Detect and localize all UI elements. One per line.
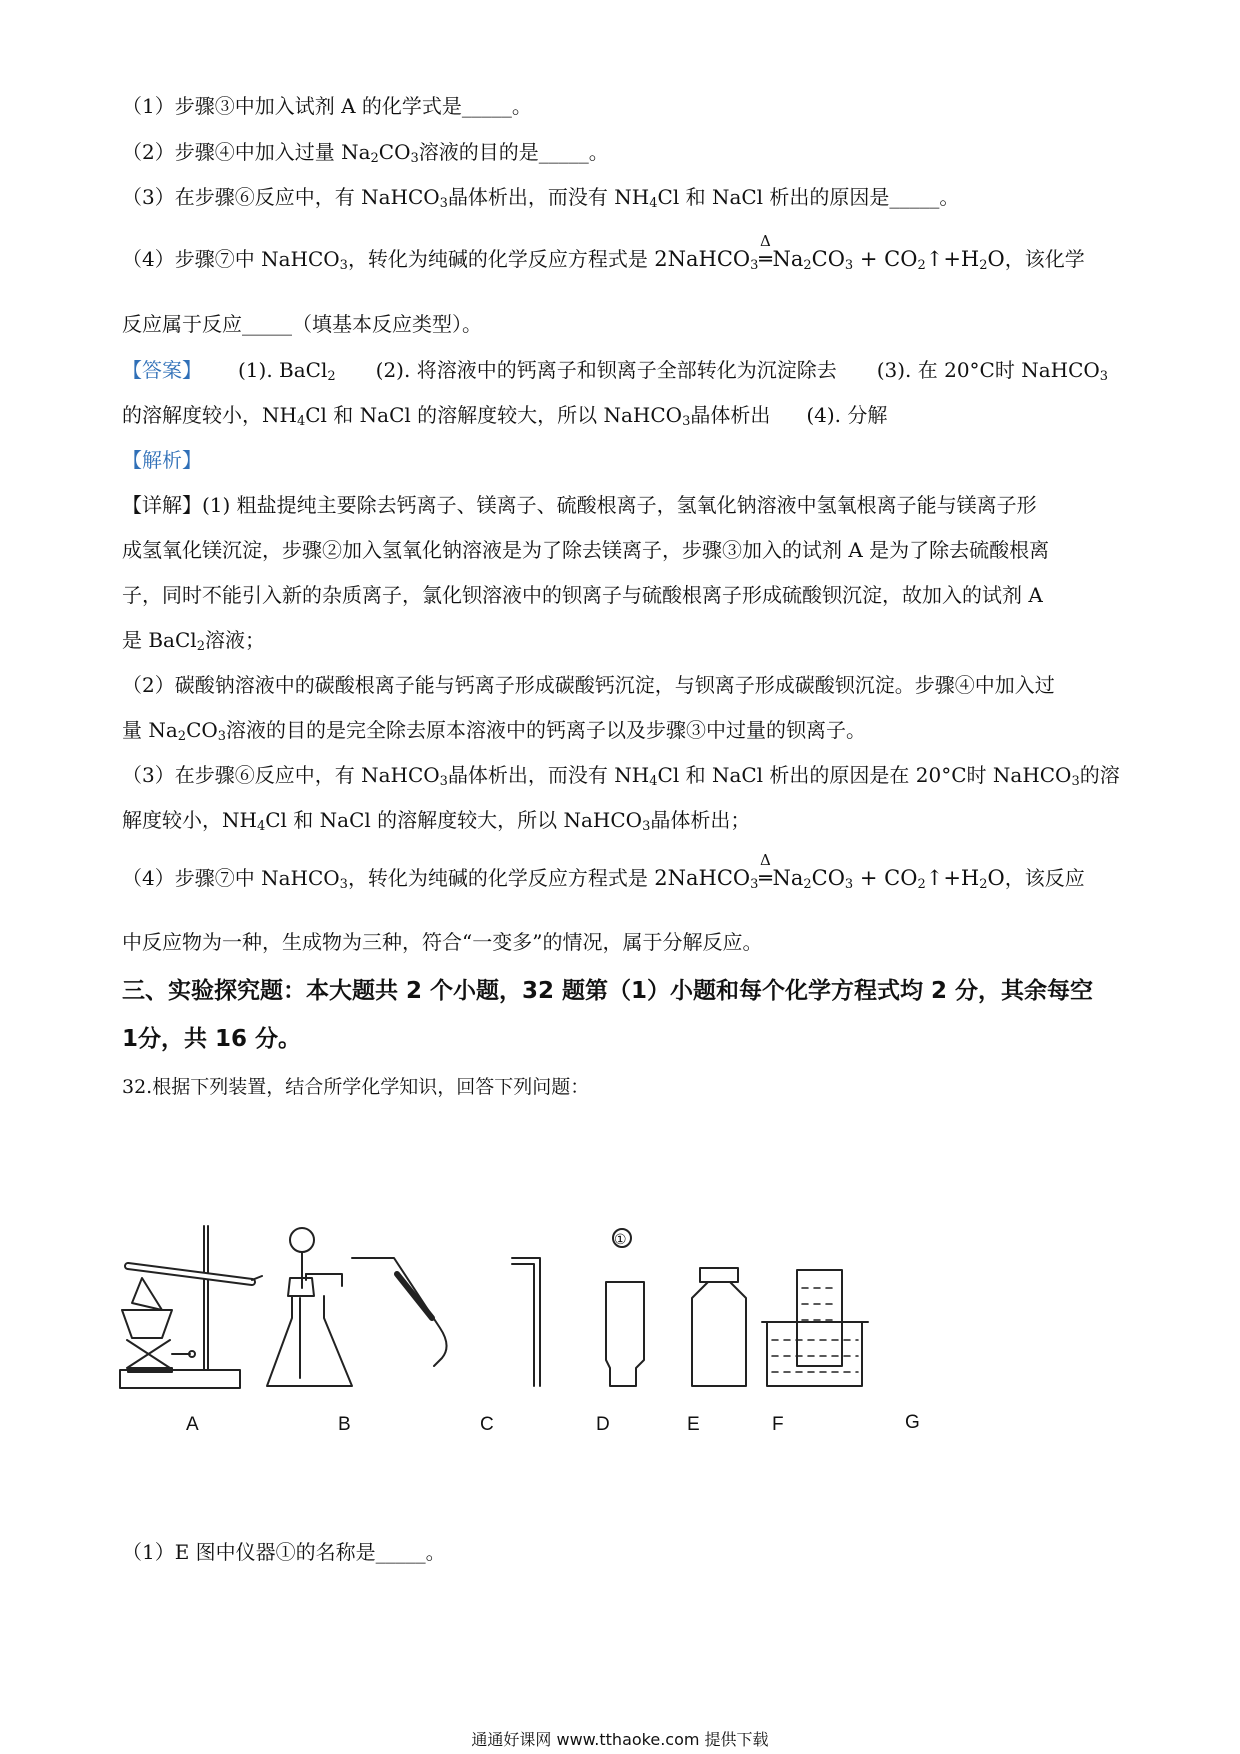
analysis-line-4: 是 BaCl$_2$溶液； [122, 628, 265, 654]
analysis-line-6: 量 $Na_2CO_3$溶液的目的是完全除去原本溶液中的钙离子以及步骤③中过量的钡离子。 [122, 718, 867, 744]
question-32-sub-1: （1）E 图中仪器①的名称是_____。 [122, 1540, 446, 1564]
label-g: G [905, 1412, 920, 1433]
analysis-line-2: 成氢氧化镁沉淀，步骤②加入氢氧化钠溶液是为了除去镁离子，步骤③加入的试剂 A 是为了除去硫酸根离 [122, 538, 1050, 562]
label-b: B [338, 1414, 351, 1435]
page-footer: 通通好课网 www.tthaoke.com 提供下载 [471, 1730, 769, 1749]
answer-line-1: 【答案】 (1). BaCl$_2$ (2). 将溶液中的钙离子和钡离子全部转化为沉淀除去 (3). 在 20°C时 NaHCO$_3$ [122, 358, 1109, 384]
apparatus-c [352, 1258, 447, 1366]
analysis-line-9: （4）步骤⑦中 NaHCO$_3$，转化为纯碱的化学反应方程式是 2NaHCO$_3$ Δ $═Na_2CO_3$ + $CO_2↑+H_2O$，该反应 [122, 851, 1085, 892]
analysis-line-5: （2）碳酸钠溶液中的碳酸根离子能与钙离子形成碳酸钙沉淀，与钡离子形成碳酸钡沉淀。步骤④中加入过 [122, 673, 1055, 697]
apparatus-f [692, 1268, 746, 1386]
question-line-5: 反应属于反应_____（填基本反应类型）。 [122, 312, 482, 336]
label-a: A [186, 1414, 199, 1435]
question-line-4: （4）步骤⑦中 NaHCO$_3$，转化为纯碱的化学反应方程式是 2NaHCO$_3$ Δ $═Na_2CO_3$ + $CO_2↑+H_2O$，该化学 [122, 232, 1085, 273]
analysis-tag-line [122, 446, 1132, 474]
analysis-line-10: 中反应物为一种，生成物为三种，符合“一变多”的情况，属于分解反应。 [122, 930, 763, 954]
apparatus-e [606, 1229, 644, 1386]
label-f: F [772, 1414, 784, 1435]
section-heading-line-1: 三、实验探究题：本大题共 2 个小题，32 题第（1）小题和每个化学方程式均 2 分，其余每空 [122, 978, 1094, 1004]
analysis-line-1: 【详解】(1) 粗盐提纯主要除去钙离子、镁离子、硫酸根离子，氢氧化钠溶液中氢氧根离子能与镁离子形 [122, 493, 1037, 517]
analysis-tag: 【解析】 [122, 448, 202, 472]
question-32-stem: 32.根据下列装置，结合所学化学知识，回答下列问题： [122, 1076, 590, 1098]
apparatus-figure [112, 1218, 992, 1478]
analysis-line-7: （3）在步骤⑥反应中，有 NaHCO$_3$晶体析出，而没有 $NH_4Cl$ 和 NaCl 析出的原因是在 20°C时 NaHCO$_3$的溶 [122, 763, 1120, 789]
equation: 2NaHCO$_3$ Δ $═Na_2CO_3$ + $CO_2↑+H_2O$ [654, 232, 1005, 273]
question-line-2: （2）步骤④中加入过量 $Na_2CO_3$溶液的目的是_____。 [122, 140, 609, 166]
section-heading-line-2: 1分，共 16 分。 [122, 1026, 302, 1052]
analysis-line-8: 解度较小，$NH_4Cl$ 和 NaCl 的溶解度较大，所以 NaHCO$_3$晶体析出； [122, 808, 751, 834]
apparatus-b [267, 1228, 352, 1386]
question-line-1: （1）步骤③中加入试剂 A 的化学式是_____。 [122, 94, 532, 118]
answer-line-2: 的溶解度较小，$NH_4Cl$ 和 NaCl 的溶解度较大，所以 NaHCO$_3$晶体析出 (4). 分解 [122, 403, 888, 429]
analysis-line-3: 子，同时不能引入新的杂质离子，氯化钡溶液中的钡离子与硫酸根离子形成硫酸钡沉淀，故加入的试剂 A [122, 583, 1043, 607]
equation-2: 2NaHCO$_3$ Δ $═Na_2CO_3$ + $CO_2↑+H_2O$ [654, 851, 1005, 892]
apparatus-g [762, 1270, 868, 1386]
apparatus-d [512, 1258, 540, 1386]
marker-1: ① [614, 1232, 627, 1248]
label-e: E [687, 1414, 700, 1435]
question-line-3: （3）在步骤⑥反应中，有 NaHCO$_3$晶体析出，而没有 $NH_4Cl$ 和 NaCl 析出的原因是_____。 [122, 185, 960, 211]
label-c: C [480, 1414, 494, 1435]
label-d: D [596, 1414, 610, 1435]
apparatus-a [120, 1226, 262, 1388]
answer-tag: 【答案】 [122, 358, 202, 382]
